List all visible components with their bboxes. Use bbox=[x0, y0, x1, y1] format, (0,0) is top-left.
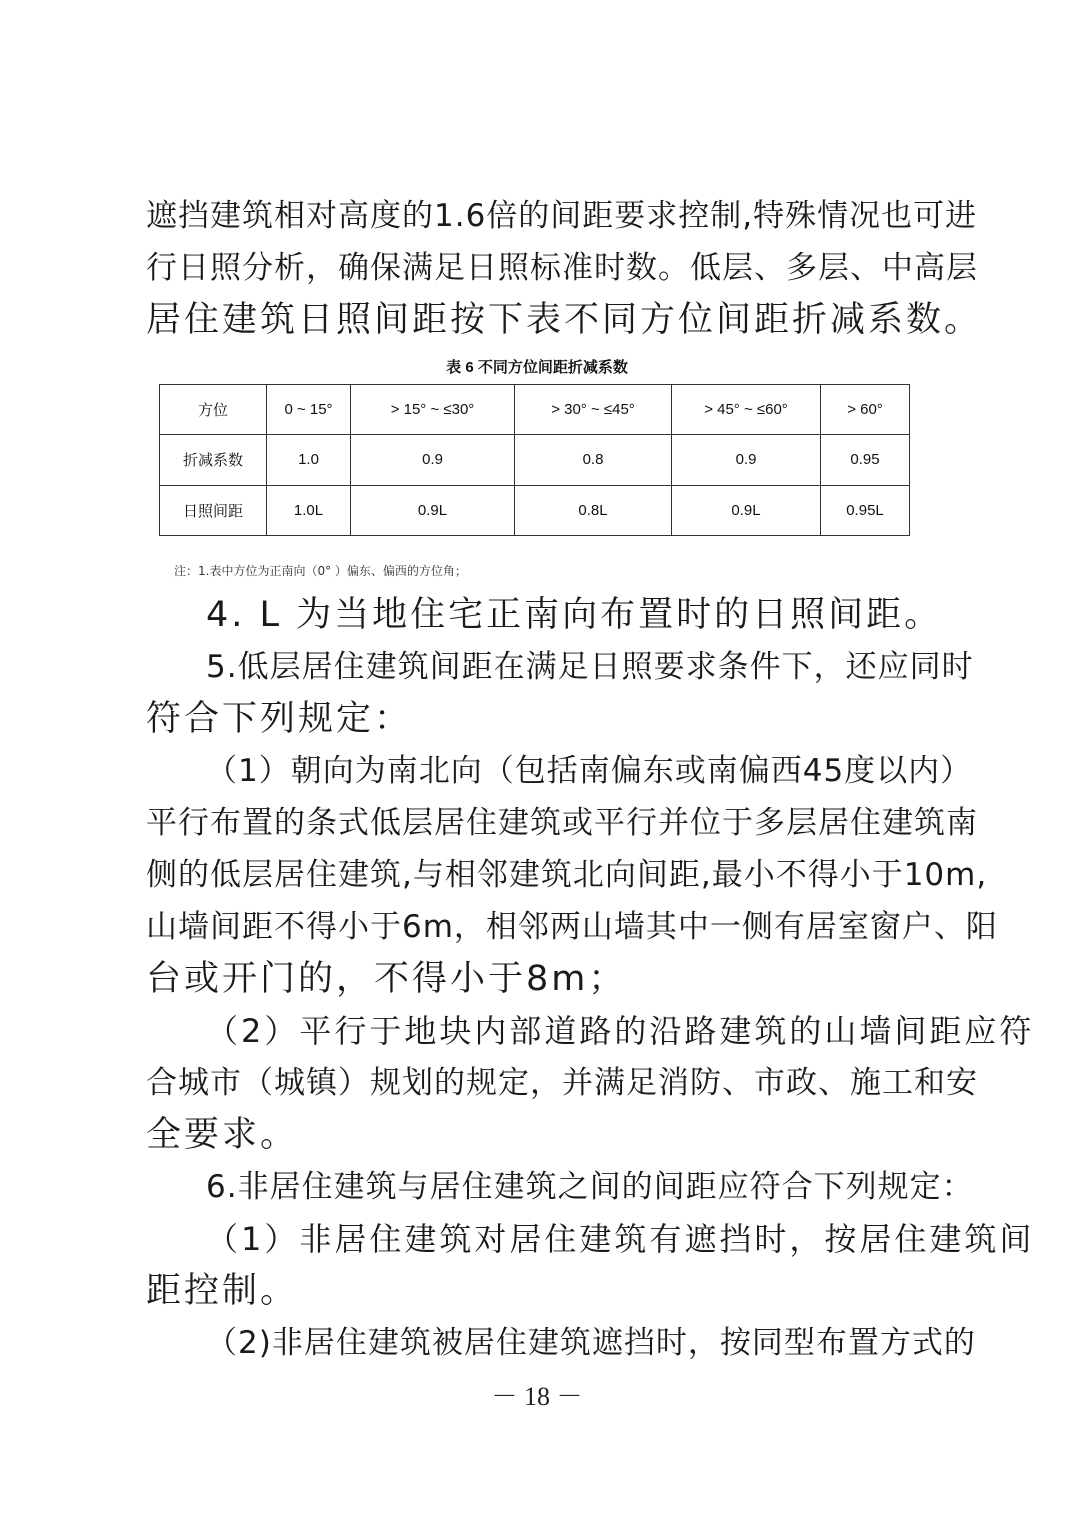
body-text-line: 符合下列规定： bbox=[146, 699, 413, 739]
body-text-line: 遮挡建筑相对高度的1.6倍的间距要求控制,特殊情况也可进 bbox=[146, 198, 978, 234]
table-header-row bbox=[160, 385, 910, 435]
body-text-line: 侧的低层居住建筑,与相邻建筑北向间距,最小不得小于10m, bbox=[146, 857, 988, 893]
table-cell: 0.9L bbox=[672, 485, 821, 535]
table-row bbox=[160, 485, 910, 535]
table-cell: 0.95 bbox=[821, 435, 910, 485]
table-cell: 0.8L bbox=[515, 485, 672, 535]
body-text-line: 行日照分析，确保满足日照标准时数。低层、多层、中高层 bbox=[146, 250, 978, 286]
table-row bbox=[160, 435, 910, 485]
table-caption: 表 6 不同方位间距折减系数 bbox=[446, 359, 628, 376]
body-text-line: 山墙间距不得小于6m，相邻两山墙其中一侧有居室窗户、阳 bbox=[146, 909, 998, 945]
table-header-cell: 方位 bbox=[160, 385, 267, 435]
table-cell: 0.9L bbox=[351, 485, 515, 535]
table-cell: 1.0 bbox=[267, 435, 351, 485]
body-text-line: 距控制。 bbox=[146, 1271, 299, 1311]
body-text-line: 台或开门的，不得小于8m； bbox=[146, 959, 627, 999]
page-number: － 18 － bbox=[491, 1382, 583, 1411]
table-header-cell: 0 ~ 15° bbox=[267, 385, 351, 435]
body-text-line: 5.低层居住建筑间距在满足日照要求条件下，还应同时 bbox=[206, 649, 974, 685]
orientation-reduction-table bbox=[159, 384, 910, 536]
table-header-cell: > 15° ~ ≤30° bbox=[351, 385, 515, 435]
table-cell: 0.8 bbox=[515, 435, 672, 485]
table-header-cell: > 60° bbox=[821, 385, 910, 435]
body-text-line: 居住建筑日照间距按下表不同方位间距折减系数。 bbox=[146, 300, 983, 340]
body-text-line: （2)非居住建筑被居住建筑遮挡时，按同型布置方式的 bbox=[206, 1325, 976, 1361]
table-cell: 0.9 bbox=[672, 435, 821, 485]
body-text-line: 4. L 为当地住宅正南向布置时的日照间距。 bbox=[206, 595, 943, 635]
body-text-line: 全要求。 bbox=[146, 1115, 299, 1155]
table-cell: 0.95L bbox=[821, 485, 910, 535]
table-cell: 折减系数 bbox=[160, 435, 267, 485]
body-text-line: （1）非居住建筑对居住建筑有遮挡时，按居住建筑间 bbox=[206, 1220, 1035, 1258]
body-text-line: 6.非居住建筑与居住建筑之间的间距应符合下列规定： bbox=[206, 1169, 974, 1205]
table-header-cell: > 45° ~ ≤60° bbox=[672, 385, 821, 435]
table-cell: 日照间距 bbox=[160, 485, 267, 535]
table-cell: 0.9 bbox=[351, 435, 515, 485]
table-note: 注：1.表中方位为正南向（0° ）偏东、偏西的方位角； bbox=[174, 564, 467, 578]
table-header-cell: > 30° ~ ≤45° bbox=[515, 385, 672, 435]
table-cell: 1.0L bbox=[267, 485, 351, 535]
body-text-line: 平行布置的条式低层居住建筑或平行并位于多层居住建筑南 bbox=[146, 805, 978, 841]
body-text-line: （1）朝向为南北向（包括南偏东或南偏西45度以内） bbox=[206, 753, 973, 789]
body-text-line: 合城市（城镇）规划的规定，并满足消防、市政、施工和安 bbox=[146, 1065, 978, 1101]
body-text-line: （2）平行于地块内部道路的沿路建筑的山墙间距应符 bbox=[206, 1012, 1035, 1050]
